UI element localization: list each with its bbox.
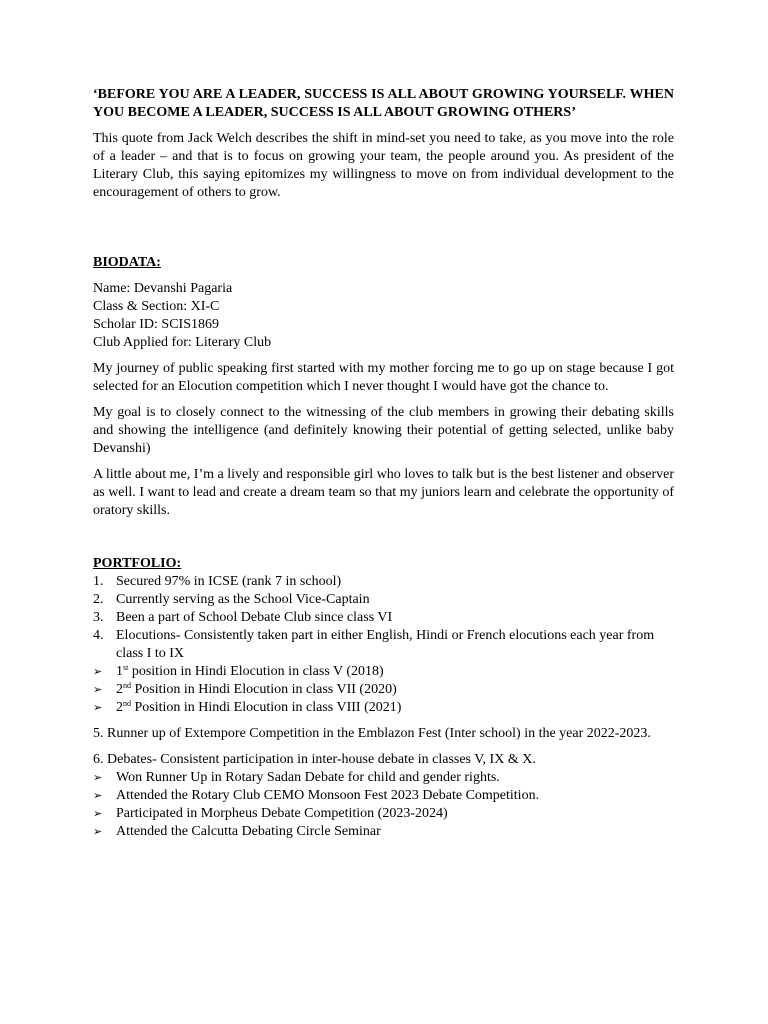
list-number: 3. <box>93 610 104 625</box>
biodata-scholar-id: Scholar ID: SCIS1869 <box>93 317 219 332</box>
quote-explanation: This quote from Jack Welch describes the shift in mind-set you need to take, as you move into the role of a leader – and that is to focus on growing your team, the people around you. As president of the Literary Club, this saying epitomizes my willingness to move on from individual development to the encouragement of others to grow. <box>93 131 674 200</box>
arrow-bullet-icon: ➢ <box>93 683 103 696</box>
portfolio-item-6: 6. Debates- Consistent participation in inter-house debate in classes V, IX & X. <box>93 752 536 767</box>
list-item-text: Won Runner Up in Rotary Sadan Debate for child and gender rights. <box>116 770 500 785</box>
portfolio-heading: PORTFOLIO: <box>93 556 182 571</box>
list-item-text: Position in Hindi Elocution in class VIII (2021) <box>131 700 402 715</box>
biodata-name: Name: Devanshi Pagaria <box>93 281 233 296</box>
list-item-text: Secured 97% in ICSE (rank 7 in school) <box>116 574 342 589</box>
biodata-details <box>93 280 674 352</box>
list-item-text: Currently serving as the School Vice-Captain <box>116 592 370 607</box>
debates-list <box>93 769 674 841</box>
list-item <box>93 699 674 717</box>
portfolio-item-5: 5. Runner up of Extempore Competition in the Emblazon Fest (Inter school) in the year 2022-2023. <box>93 726 651 741</box>
portfolio-list <box>93 573 674 663</box>
arrow-bullet-icon: ➢ <box>93 789 103 802</box>
ordinal-suffix: st <box>123 663 129 672</box>
arrow-bullet-icon: ➢ <box>93 825 103 838</box>
list-number: 2. <box>93 592 104 607</box>
list-item-text: Position in Hindi Elocution in class VII (2020) <box>131 682 397 697</box>
list-item <box>93 769 674 787</box>
list-item <box>93 627 674 663</box>
quote-heading: ‘BEFORE YOU ARE A LEADER, SUCCESS IS ALL ABOUT GROWING YOURSELF. WHEN YOU BECOME A LEADER, SUCCESS IS ALL ABOUT GROWING OTHERS’ <box>93 87 674 120</box>
biodata-paragraph: A little about me, I’m a lively and responsible girl who loves to talk but is the best listener and observer as well. I want to lead and create a dream team so that my juniors learn and celebrate the opportunity of oratory skills. <box>93 467 674 518</box>
list-item <box>93 787 674 805</box>
arrow-bullet-icon: ➢ <box>93 771 103 784</box>
list-item-text: Elocutions- Consistently taken part in either English, Hindi or French elocutions each year from class I to IX <box>116 628 655 661</box>
list-number: 1. <box>93 574 104 589</box>
list-item <box>93 609 674 627</box>
ordinal-number: 2 <box>116 700 123 715</box>
list-item <box>93 823 674 841</box>
list-item-text: Participated in Morpheus Debate Competition (2023-2024) <box>116 806 448 821</box>
list-number: 4. <box>93 628 104 643</box>
ordinal-suffix: nd <box>123 681 131 690</box>
document-page <box>93 86 674 841</box>
list-item <box>93 591 674 609</box>
list-item-text: Been a part of School Debate Club since class VI <box>116 610 393 625</box>
ordinal-number: 1 <box>116 664 123 679</box>
arrow-bullet-icon: ➢ <box>93 701 103 714</box>
list-item <box>93 573 674 591</box>
elocution-positions-list <box>93 663 674 717</box>
list-item-text: Attended the Rotary Club CEMO Monsoon Fest 2023 Debate Competition. <box>116 788 540 803</box>
biodata-heading: BIODATA: <box>93 255 161 270</box>
biodata-paragraph: My goal is to closely connect to the witnessing of the club members in growing their debating skills and showing the intelligence (and definitely knowing their potential of getting selected, unlike baby Devanshi) <box>93 405 674 456</box>
list-item-text: Attended the Calcutta Debating Circle Seminar <box>116 824 381 839</box>
biodata-class-section: Class & Section: XI-C <box>93 299 220 314</box>
ordinal-suffix: nd <box>123 699 131 708</box>
list-item-text: position in Hindi Elocution in class V (2018) <box>128 664 384 679</box>
arrow-bullet-icon: ➢ <box>93 665 103 678</box>
list-item <box>93 805 674 823</box>
list-item <box>93 681 674 699</box>
list-item <box>93 663 674 681</box>
arrow-bullet-icon: ➢ <box>93 807 103 820</box>
biodata-club: Club Applied for: Literary Club <box>93 335 272 350</box>
biodata-paragraph: My journey of public speaking first started with my mother forcing me to go up on stage because I got selected for an Elocution competition which I never thought I would have got the chance to. <box>93 361 674 394</box>
ordinal-number: 2 <box>116 682 123 697</box>
